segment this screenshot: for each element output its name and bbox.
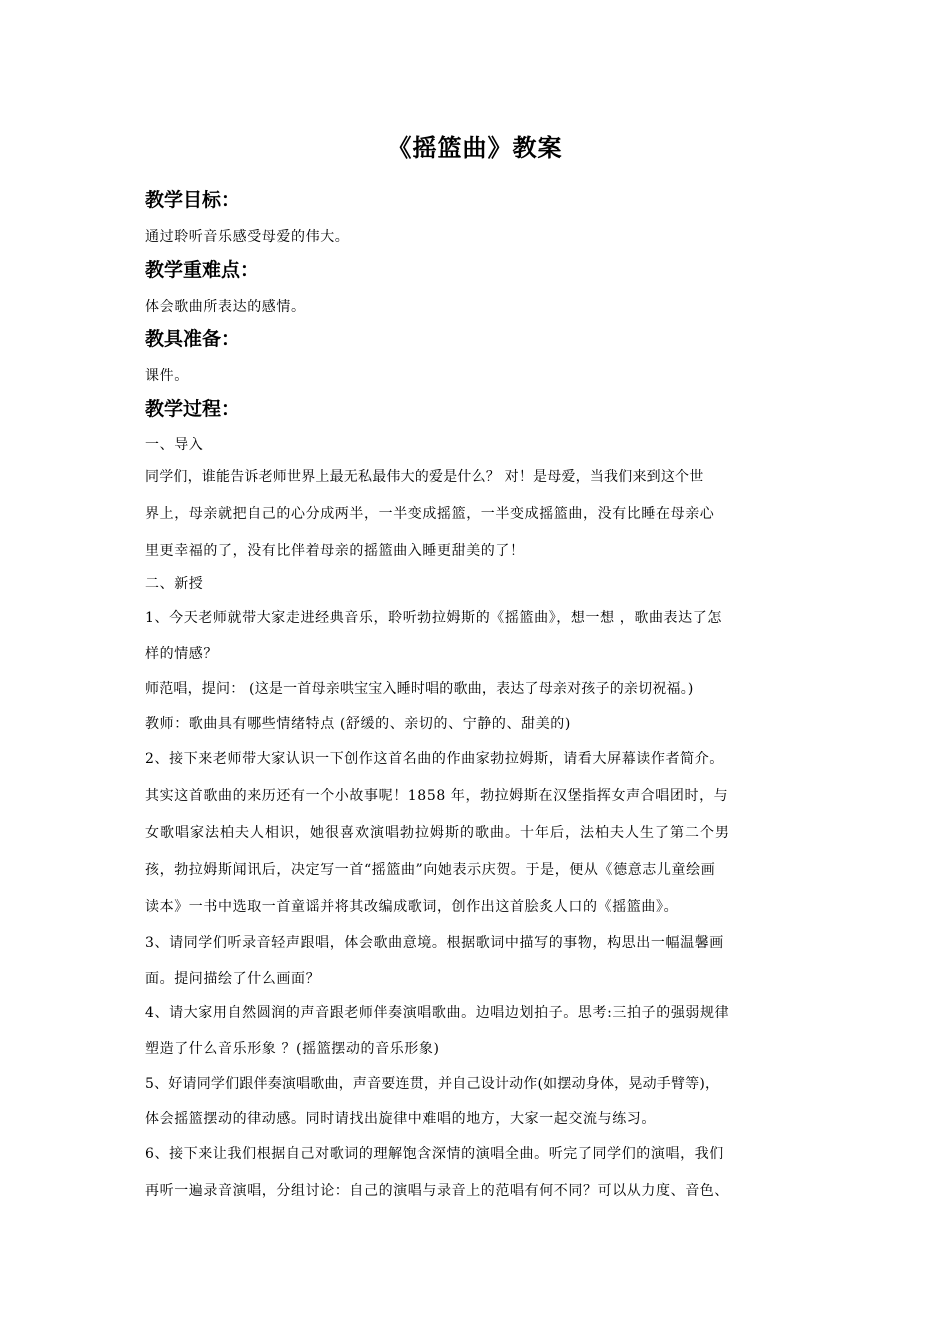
process-line: 界上，母亲就把自己的心分成两半，一半变成摇篮，一半变成摇篮曲，没有比睡在母亲心	[145, 506, 715, 522]
process-line: 再听一遍录音演唱，分组讨论：自己的演唱与录音上的范唱有何不同？可以从力度、音色、	[145, 1183, 729, 1199]
process-line: 2、接下来老师带大家认识一下创作这首名曲的作曲家勃拉姆斯，请看大屏幕读作者简介。	[145, 751, 724, 767]
heading-teaching-process: 教学过程：	[145, 398, 241, 420]
heading-teaching-tools: 教具准备：	[145, 328, 241, 350]
process-line: 同学们，谁能告诉老师世界上最无私最伟大的爱是什么？ 对！是母爱，当我们来到这个世	[145, 469, 704, 485]
process-line: 塑造了什么音乐形象 ？(摇篮摆动的音乐形象)	[145, 1041, 440, 1057]
process-line: 读本》一书中选取一首童谣并将其改编成歌词，创作出这首脍炙人口的《摇篮曲》。	[145, 899, 679, 915]
process-line: 女歌唱家法柏夫人相识，她很喜欢演唱勃拉姆斯的歌曲。十年后，法柏夫人生了第二个男	[145, 825, 730, 841]
paragraph-key-points: 体会歌曲所表达的感情。	[145, 299, 306, 315]
process-line: 师范唱，提问： (这是一首母亲哄宝宝入睡时唱的歌曲，表达了母亲对孩子的亲切祝福。)	[145, 681, 694, 697]
process-line: 教师：歌曲具有哪些情绪特点 (舒缓的、亲切的、宁静的、甜美的)	[145, 716, 571, 732]
process-line: 4、请大家用自然圆润的声音跟老师伴奏演唱歌曲。边唱边划拍子。思考:三拍子的强弱规律	[145, 1005, 730, 1021]
process-line: 6、接下来让我们根据自己对歌词的理解饱含深情的演唱全曲。听完了同学们的演唱，我们	[145, 1146, 724, 1162]
process-line: 体会摇篮摆动的律动感。同时请找出旋律中难唱的地方，大家一起交流与练习。	[145, 1111, 656, 1127]
heading-key-points: 教学重难点：	[145, 259, 260, 281]
process-line: 样的情感？	[145, 646, 218, 662]
process-line: 1、今天老师就带大家走进经典音乐，聆听勃拉姆斯的《摇篮曲》，想一想 ，歌曲表达了怎	[145, 610, 722, 626]
paragraph-teaching-tools: 课件。	[145, 368, 189, 384]
process-line: 孩，勃拉姆斯闻讯后，决定写一首“摇篮曲”向她表示庆贺。于是，便从《德意志儿童绘画	[145, 862, 716, 878]
process-line: 5、好请同学们跟伴奏演唱歌曲，声音要连贯，并自己设计动作(如摆动身体，晃动手臂等)，	[145, 1076, 720, 1092]
process-line: 其实这首歌曲的来历还有一个小故事呢！1858 年，勃拉姆斯在汉堡指挥女声合唱团时，与	[145, 788, 729, 804]
paragraph-teaching-goals: 通过聆听音乐感受母爱的伟大。	[145, 229, 350, 245]
document-title: 《摇篮曲》教案	[387, 134, 563, 162]
heading-teaching-goals: 教学目标：	[145, 189, 241, 211]
process-line: 一、导入	[145, 437, 204, 453]
process-line: 3、请同学们听录音轻声跟唱，体会歌曲意境。根据歌词中描写的事物，构思出一幅温馨画	[145, 935, 724, 951]
process-line: 面。提问描绘了什么画面？	[145, 971, 321, 987]
process-line: 二、新授	[145, 576, 204, 592]
process-line: 里更幸福的了，没有比伴着母亲的摇篮曲入睡更甜美的了！	[145, 543, 525, 559]
